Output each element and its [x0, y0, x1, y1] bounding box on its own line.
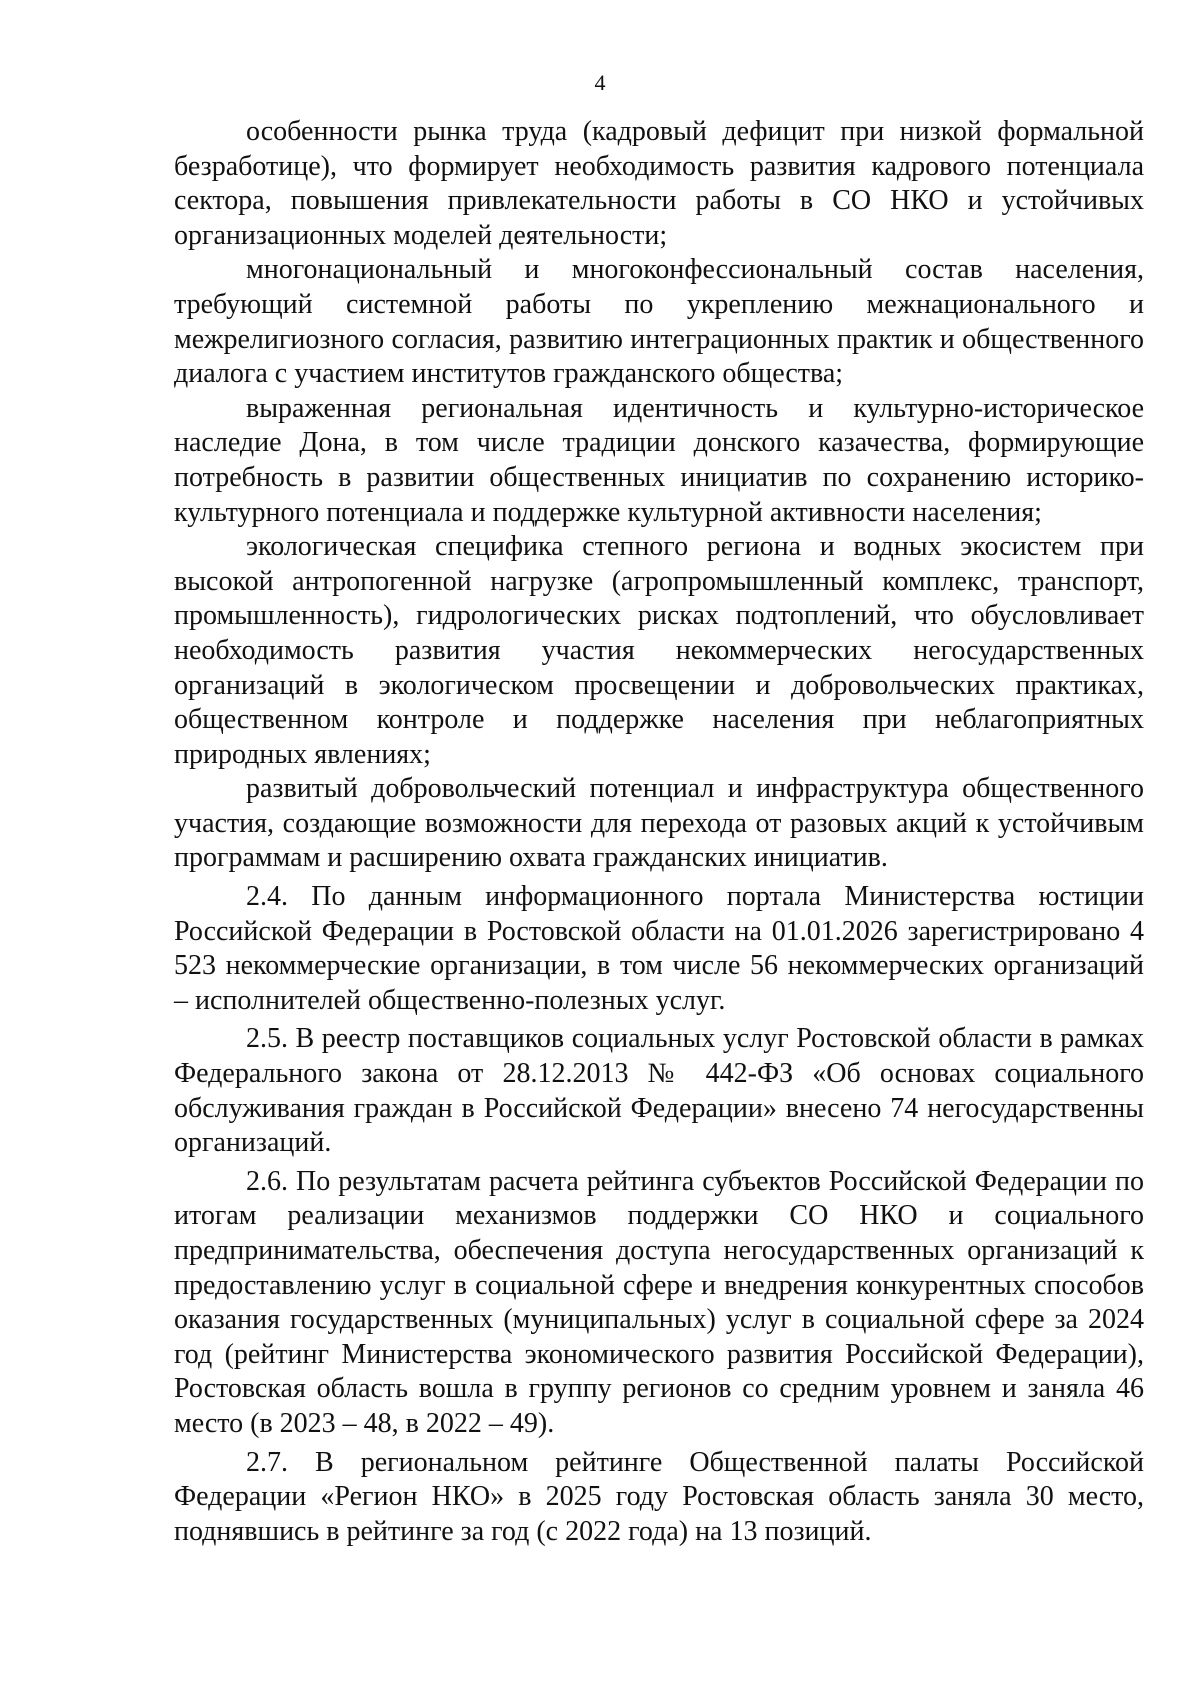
paragraph-regional-identity: выраженная региональная идентичность и культурно-историческое наследие Дона, в том числе традиции донского казачества, формирующие потребность в развитии общественных инициатив по сохранению историко-культурного потенциала и поддержке культурной активности населения;: [174, 392, 1144, 528]
paragraph-2-4: 2.4. По данным информационного портала Министерства юстиции Российской Федерации в Ростовской области на 01.01.2026 зарегистрировано 4 523 некоммерческие организации, в том числе 56 некоммерческих организаций – исполнителей общественно-полезных услуг.: [174, 881, 1144, 1016]
document-body: [174, 115, 1144, 1549]
page-number: 4: [594, 70, 606, 95]
paragraph-ecology: экологическая специфика степного региона и водных экосистем при высокой антропогенной нагрузке (агропромышленный комплекс, транспорт, промышленность), гидрологических рисках подтоплений, что обусловливает необходимость развития участия некоммерческих негосударственных организаций в экологическом просвещении и добровольческих практиках, общественном контроле и поддержке населения при неблагоприятных природных явлениях;: [174, 531, 1144, 770]
paragraph-multinational: многонациональный и многоконфессиональный состав населения, требующий системной работы по укреплению межнационального и межрелигиозного согласия, развитию интеграционных практик и общественного диалога с участием институтов гражданского общества;: [174, 254, 1144, 390]
paragraph-volunteering: развитый добровольческий потенциал и инфраструктура общественного участия, создающие возможности для перехода от разовых акций к устойчивым программам и расширению охвата гражданских инициатив.: [174, 773, 1144, 874]
paragraph-2-7: 2.7. В региональном рейтинге Общественной палаты Российской Федерации «Регион НКО» в 2025 году Ростовская область заняла 30 место, поднявшись в рейтинге за год (с 2022 года) на 13 позиций.: [174, 1446, 1144, 1547]
paragraph-2-6: 2.6. По результатам расчета рейтинга субъектов Российской Федерации по итогам реализации механизмов поддержки СО НКО и социального предпринимательства, обеспечения доступа негосударственных организаций к предоставлению услуг в социальной сфере и внедрения конкурентных способов оказания государственных (муниципальных) услуг в социальной сфере за 2024 год (рейтинг Министерства экономического развития Российской Федерации), Ростовская область вошла в группу регионов со средним уровнем и заняла 46 место (в 2023 – 48, в 2022 – 49).: [174, 1165, 1144, 1439]
paragraph-2-5: 2.5. В реестр поставщиков социальных услуг Ростовской области в рамках Федерального закона от 28.12.2013 № 442-ФЗ «Об основах социального обслуживания граждан в Российской Федерации» внесено 74 негосударственны организаций.: [174, 1023, 1144, 1159]
paragraph-labor-market: особенности рынка труда (кадровый дефицит при низкой формальной безработице), что формирует необходимость развития кадрового потенциала сектора, повышения привлекательности работы в СО НКО и устойчивых организационных моделей деятельности;: [174, 116, 1144, 251]
